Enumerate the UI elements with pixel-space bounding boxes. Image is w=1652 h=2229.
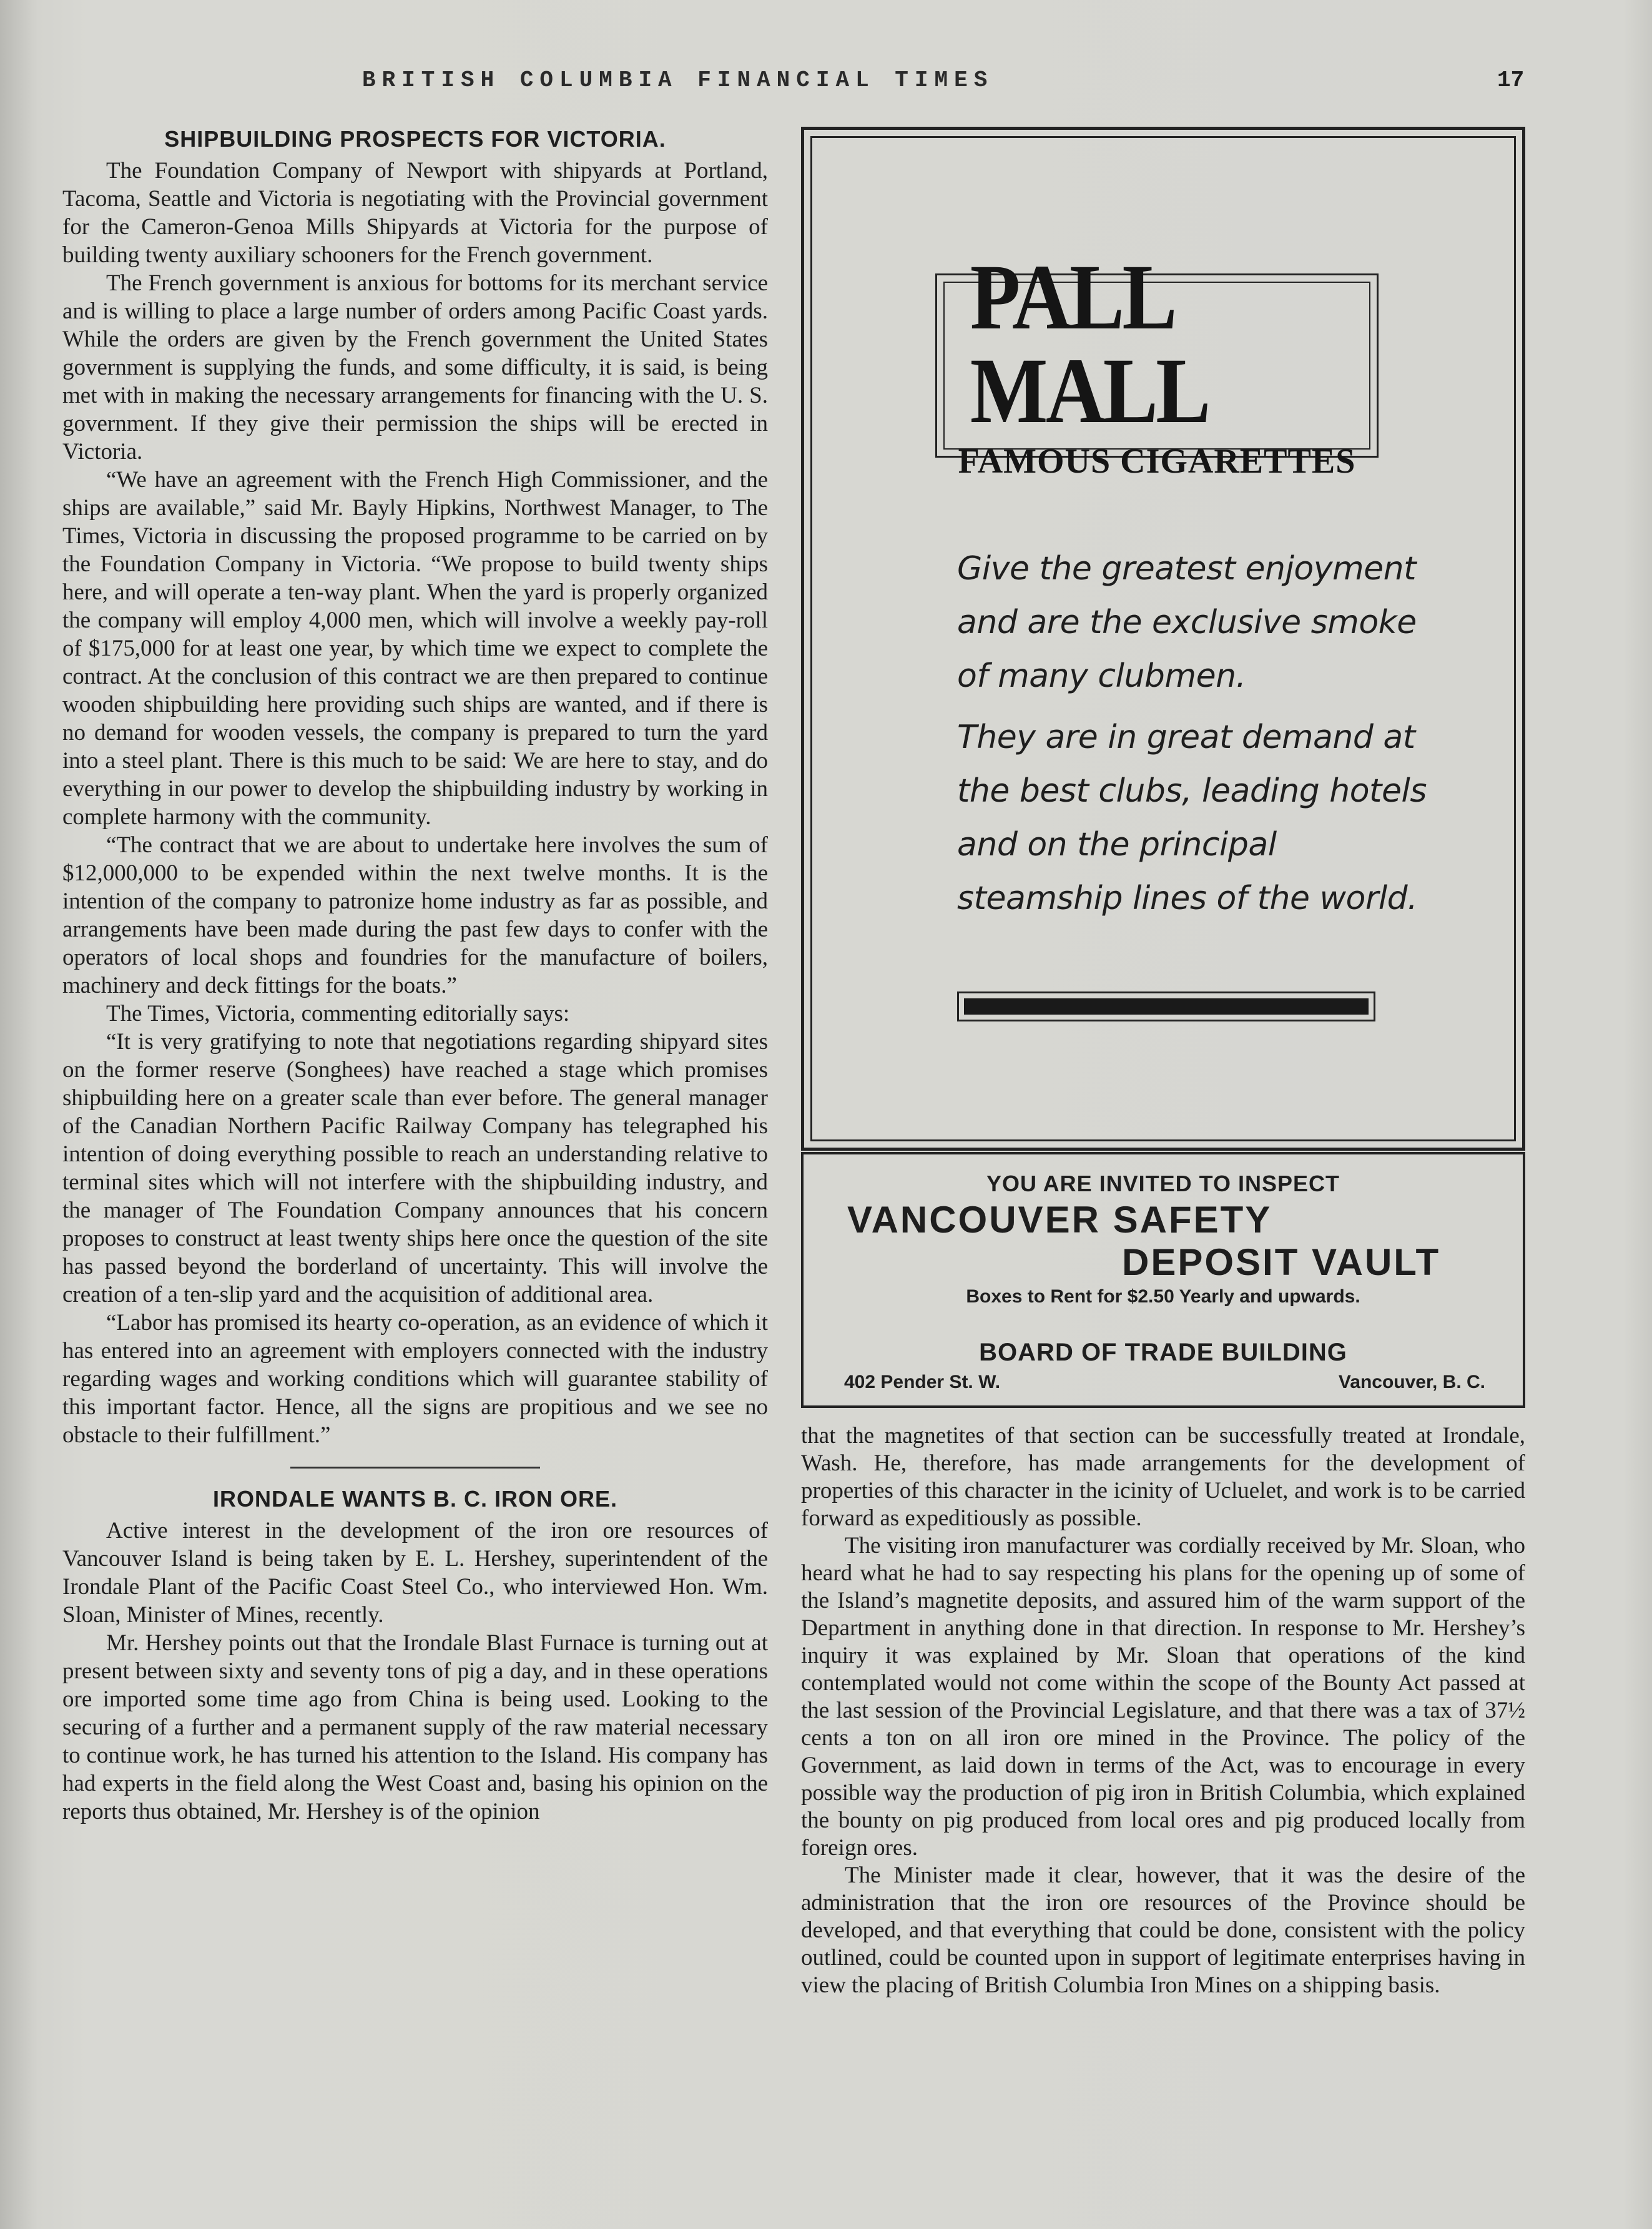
article-paragraph: The Minister made it clear, however, that it was the desire of the administration that the iron ore resources of the Province should be developed, and that everything that could be done, consistent with the policy outlined, could be counted upon in support of legitimate enterprises having in view the placing of British Columbia Iron Mines on a shipping basis. bbox=[801, 1862, 1525, 1998]
vault-name-line2: DEPOSIT VAULT bbox=[1122, 1241, 1441, 1283]
vault-name-line1: VANCOUVER SAFETY bbox=[847, 1199, 1272, 1241]
article-paragraph: The Times, Victoria, commenting editorially says: bbox=[106, 1001, 570, 1026]
decorative-bar bbox=[957, 991, 1375, 1021]
left-column bbox=[62, 125, 768, 1826]
article-paragraph: Mr. Hershey points out that the Irondale Blast Furnace is turning out at present between sixty and seventy tons of pig a day, and in these operations ore imported some time ago from China is being used. Looking to the securing of a further and a permanent supply of the raw material necessary to continue work, he has turned his attention to the Island. His company has had experts in the field along the West Coast and, basing his opinion on the reports thus obtained, Mr. Hershey is of the opinion bbox=[62, 1630, 768, 1824]
right-column bbox=[801, 1422, 1525, 1999]
vault-address: 402 Pender St. W. bbox=[844, 1372, 1001, 1392]
running-head: BRITISH COLUMBIA FINANCIAL TIMES bbox=[362, 67, 994, 93]
vault-invite: YOU ARE INVITED TO INSPECT bbox=[986, 1171, 1340, 1196]
pall-mall-logo bbox=[935, 245, 1379, 481]
article-headline: IRONDALE WANTS B. C. IRON ORE. bbox=[212, 1486, 617, 1512]
article-paragraph: The Foundation Company of Newport with shipyards at Portland, Tacoma, Seattle and Victoria is negotiating with the Provincial government for the Cameron-Genoa Mills Shipyards at Victoria for the purpose of building twenty auxiliary schooners for the French government. bbox=[62, 158, 768, 268]
vault-building: BOARD OF TRADE BUILDING bbox=[979, 1339, 1347, 1366]
article-paragraph: “It is very gratifying to note that negotiations regarding shipyard sites on the former reserve (Songhees) have reached a stage which promises shipbuilding here on a greater scale than ever before. The general manager of the Canadian Northern Pacific Railway Company has telegraphed his intention of doing everything possible to reach an understanding relative to terminal sites which will not interfere with the shipbuilding industry, and the manager of The Foundation Company announces that his concern proposes to construct at least twenty ships here once the question of the site has passed beyond the borderland of uncertainty. This will involve the creation of a ten-slip yard and the acquisition of additional area. bbox=[62, 1029, 768, 1307]
article-paragraph: Active interest in the development of the iron ore resources of Vancouver Island is being taken by E. L. Hershey, superintendent of the Irondale Plant of the Pacific Coast Steel Co., who interviewed Hon. Wm. Sloan, Minister of Mines, recently. bbox=[62, 1518, 768, 1628]
article-paragraph: “Labor has promised its hearty co-operation, as an evidence of which it has entered into an agreement with employers connected with the industry regarding wages and working conditions which will guarantee stability of this important factor. Hence, all the signs are propitious and we see no obstacle to their fulfillment.” bbox=[62, 1310, 768, 1448]
logo-inner-border bbox=[943, 245, 1370, 481]
vault-city: Vancouver, B. C. bbox=[1338, 1372, 1485, 1392]
article-headline: SHIPBUILDING PROSPECTS FOR VICTORIA. bbox=[164, 126, 666, 152]
pall-mall-advertisement bbox=[801, 127, 1525, 1151]
article-paragraph: “The contract that we are about to undertake here involves the sum of $12,000,000 to be expended within the next twelve months. It is the intention of the company to patronize home industry as far as possible, and arrangements have been made during the past few days to confer with the operators of local shops and foundries for the manufacture of boilers, machinery and deck fittings for the boats.” bbox=[62, 832, 768, 998]
ad-copy bbox=[957, 542, 1432, 933]
article-paragraph: “We have an agreement with the French High Commissioner, and the ships are available,” said Mr. Bayly Hipkins, Northwest Manager, to The Times, Victoria in discussing the proposed programme to be carried on by the Foundation Company in Victoria. “We propose to build twenty ships here, and will operate a ten-way plant. When the yard is properly organized the company will employ 4,000 men, which will involve a weekly pay-roll of $175,000 for at least one year, by which time we expect to complete the contract. At the conclusion of this contract we are then prepared to continue wooden shipbuilding here providing such ships are wanted, and if there is no demand for wooden vessels, the company is prepared to turn the yard into a steel plant. There is this much to be said: We are here to stay, and do everything in our power to develop the shipbuilding industry by working in complete harmony with the community. bbox=[62, 467, 768, 830]
ad-copy-paragraph: They are in great demand at the best clubs, leading hotels and on the principal steamship lines of the world. bbox=[957, 719, 1427, 917]
article-paragraph: The French government is anxious for bottoms for its merchant service and is willing to place a large number of orders among Pacific Coast yards. While the orders are given by the French government the United States government is supplying the funds, and some difficulty, it is said, is being met with in making the necessary arrangements for financing with the U. S. government. If they give their permission the ships will be erected in Victoria. bbox=[62, 270, 768, 465]
safety-vault-advertisement bbox=[801, 1152, 1525, 1408]
article-paragraph: that the magnetites of that section can be successfully treated at Irondale, Wash. He, therefore, has made arrangements for the development of properties of this character in the icinity of Ucluelet, and work is to be carried forward as expeditiously as possible. bbox=[801, 1423, 1525, 1531]
page-number: 17 bbox=[1497, 67, 1525, 93]
brand-name: PALL MALL bbox=[970, 245, 1209, 443]
ad-copy-paragraph: Give the greatest enjoyment and are the exclusive smoke of many clubmen. bbox=[957, 550, 1417, 695]
article-paragraph: The visiting iron manufacturer was cordially received by Mr. Sloan, who heard what he had to say respecting his plans for the opening up of some of the Island’s magnetite deposits, and assured him of the warm support of the Department in anything done in that direction. In response to Mr. Hershey’s inquiry it was explained by Mr. Sloan that operations of the kind contemplated would not come within the scope of the Bounty Act passed at the last session of the Provincial Legislature, and that there was a tax of 37½ cents a ton on all iron ore mined in the Province. The policy of the Government, as laid down in terms of the Act, was to encourage in every possible way the production of pig iron in British Columbia, which explained the bounty on pig produced from local ores and pig produced locally from foreign ores. bbox=[801, 1533, 1525, 1861]
section-divider bbox=[290, 1467, 540, 1469]
vault-rent-info: Boxes to Rent for $2.50 Yearly and upwards. bbox=[966, 1286, 1360, 1307]
brand-tagline: FAMOUS CIGARETTES bbox=[958, 441, 1356, 481]
